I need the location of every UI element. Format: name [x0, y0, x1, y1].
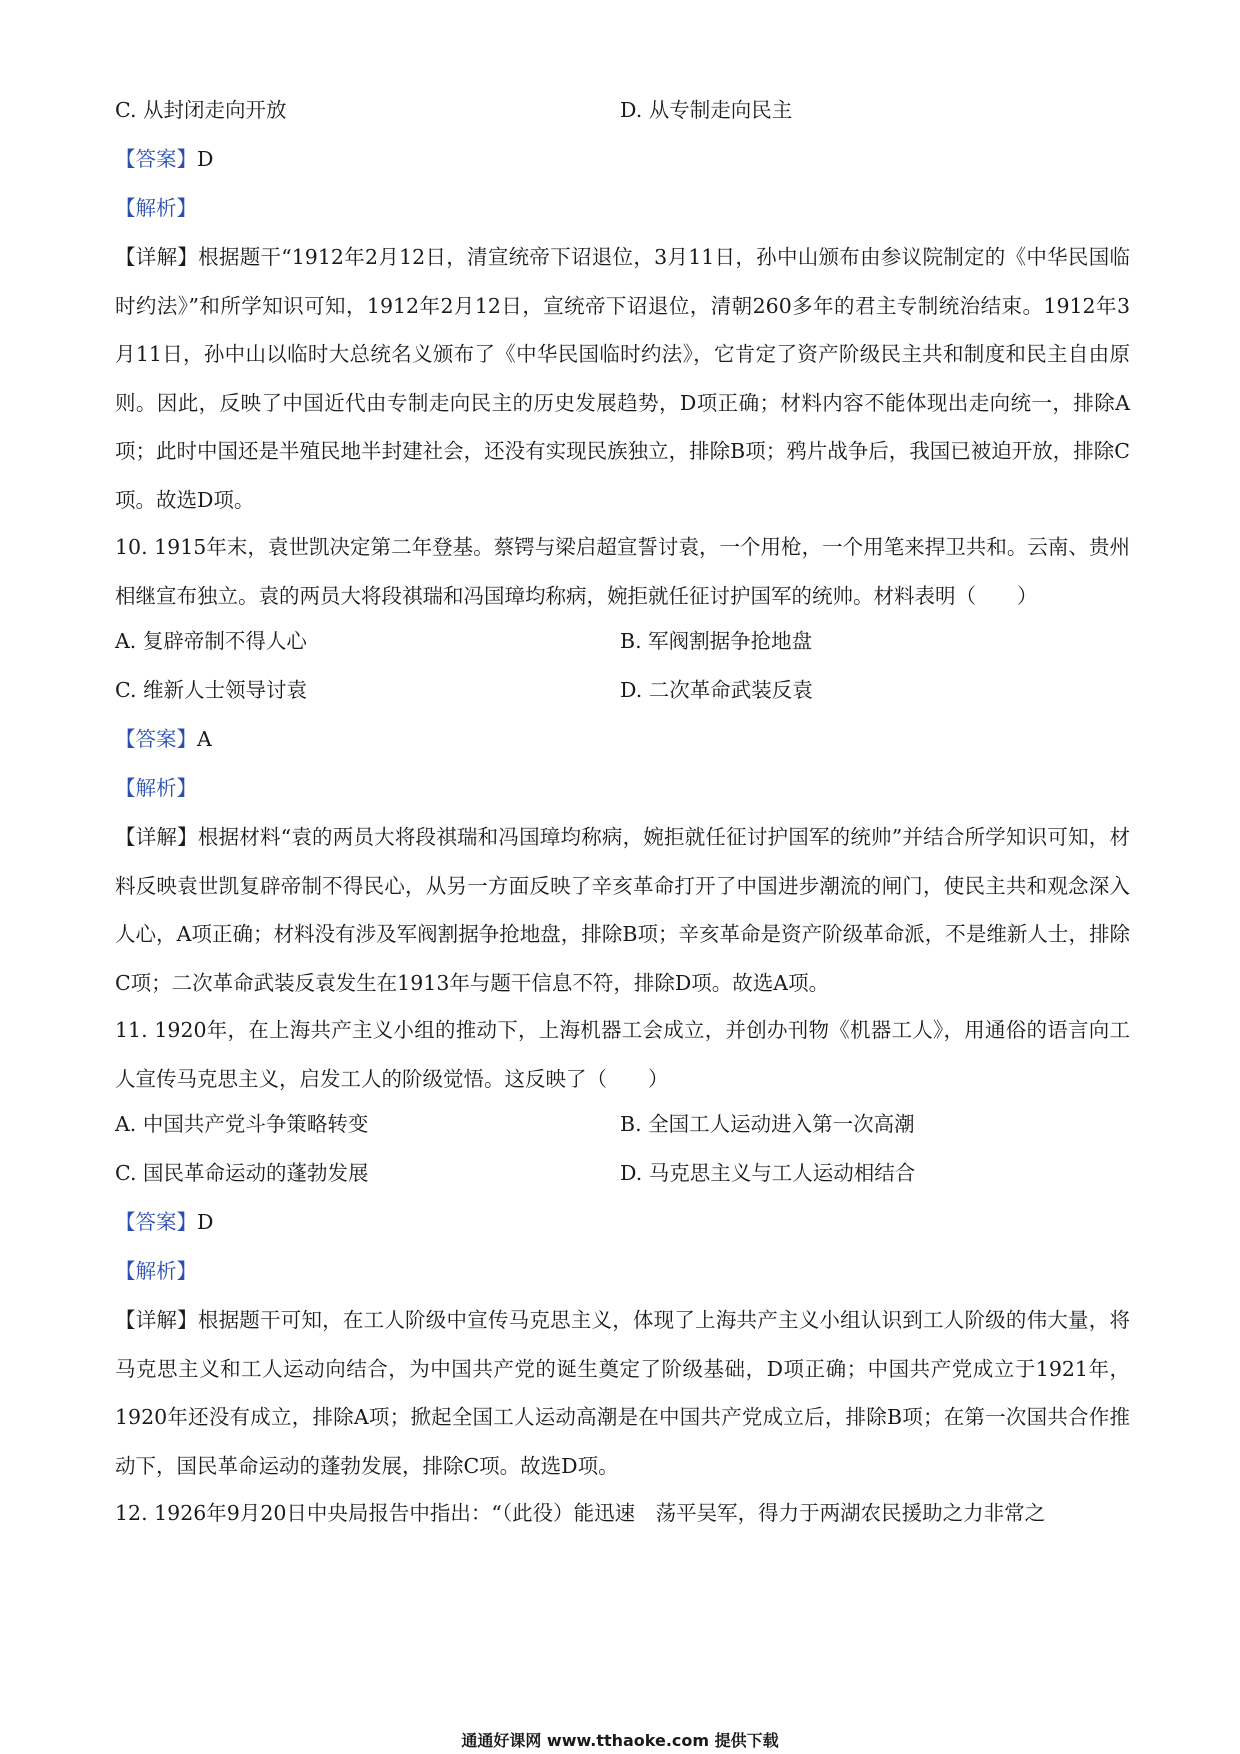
q11-options-row-2: [115, 1158, 1130, 1188]
q10-option-b: B. 军阀割据争抢地盘: [620, 629, 813, 653]
answer-tag: 【答案】: [115, 727, 197, 751]
detail-tag: 【详解】: [115, 1308, 198, 1332]
answer-tag: 【答案】: [115, 1210, 197, 1234]
q10-detail: [115, 813, 1130, 1007]
q9-answer: [115, 144, 1130, 174]
q9-analysis: [115, 193, 1130, 223]
q9-option-c: C. 从封闭走向开放: [115, 98, 287, 122]
page-footer: 通通好课网 www.tthaoke.com 提供下载: [461, 1731, 779, 1750]
analysis-tag: 【解析】: [115, 196, 197, 220]
q9-detail: [115, 233, 1130, 524]
analysis-tag: 【解析】: [115, 1259, 197, 1283]
detail-tag: 【详解】: [115, 245, 199, 269]
q11-analysis: [115, 1256, 1130, 1286]
analysis-tag: 【解析】: [115, 776, 197, 800]
q10-analysis: [115, 773, 1130, 803]
answer-value: D: [197, 1210, 214, 1234]
q11-stem: 11. 1920年，在上海共产主义小组的推动下，上海机器工会成立，并创办刊物《机器工人》，用通俗的语言向工人宣传马克思主义，启发工人的阶级觉悟。这反映了（ ）: [115, 1018, 1130, 1091]
q12-stem: 12. 1926年9月20日中央局报告中指出：“（此役）能迅速 荡平吴军，得力于两湖农民援助之力非常之: [115, 1501, 1046, 1525]
q11-answer: [115, 1207, 1130, 1237]
q10-stem: 10. 1915年末，袁世凯决定第二年登基。蔡锷与梁启超宣誓讨袁，一个用枪，一个用笔来捍卫共和。云南、贵州相继宣布独立。袁的两员大将段祺瑞和冯国璋均称病，婉拒就任征讨护国军的统帅。材料表明（ ）: [115, 535, 1130, 608]
document-page: [115, 95, 1130, 1538]
q11-options-row-1: [115, 1109, 1130, 1139]
answer-value: A: [197, 727, 212, 751]
q11-option-a: A. 中国共产党斗争策略转变: [115, 1112, 369, 1136]
q11-option-b: B. 全国工人运动进入第一次高潮: [620, 1112, 915, 1136]
q10-option-c: C. 维新人士领导讨袁: [115, 678, 307, 702]
q11-option-d: D. 马克思主义与工人运动相结合: [620, 1161, 916, 1185]
q9-option-d: D. 从专制走向民主: [620, 98, 793, 122]
q10-options-row-1: [115, 626, 1130, 656]
q11-detail: [115, 1296, 1130, 1490]
answer-tag: 【答案】: [115, 147, 197, 171]
q10-answer: [115, 724, 1130, 754]
detail-text: 根据材料“袁的两员大将段祺瑞和冯国璋均称病，婉拒就任征讨护国军的统帅”并结合所学知识可知，材料反映袁世凯复辟帝制不得民心，从另一方面反映了辛亥革命打开了中国进步潮流的闸门，使民主共和观念深入人心，A项正确；材料没有涉及军阀割据争抢地盘，排除B项；辛亥革命是资产阶级革命派，不是维新人士，排除C项；二次革命武装反袁发生在1913年与题干信息不符，排除D项。故选A项。: [115, 825, 1130, 995]
detail-text: 根据题干可知，在工人阶级中宣传马克思主义，体现了上海共产主义小组认识到工人阶级的伟大量，将马克思主义和工人运动向结合，为中国共产党的诞生奠定了阶级基础，D项正确；中国共产党成立于1921年，1920年还没有成立，排除A项；掀起全国工人运动高潮是在中国共产党成立后，排除B项；在第一次国共合作推动下，国民革命运动的蓬勃发展，排除C项。故选D项。: [115, 1308, 1130, 1478]
q10-options-row-2: [115, 675, 1130, 705]
detail-tag: 【详解】: [115, 825, 198, 849]
q10-option-d: D. 二次革命武装反袁: [620, 678, 813, 702]
detail-text: 根据题干“1912年2月12日，清宣统帝下诏退位，3月11日，孙中山颁布由参议院制定的《中华民国临时约法》”和所学知识可知，1912年2月12日，宣统帝下诏退位，清朝260多年的君主专制统治结束。1912年3月11日，孙中山以临时大总统名义颁布了《中华民国临时约法》，它肯定了资产阶级民主共和制度和民主自由原则。因此，反映了中国近代由专制走向民主的历史发展趋势，D项正确；材料内容不能体现出走向统一，排除A项；此时中国还是半殖民地半封建社会，还没有实现民族独立，排除B项；鸦片战争后，我国已被迫开放，排除C项。故选D项。: [115, 245, 1131, 512]
q11-option-c: C. 国民革命运动的蓬勃发展: [115, 1161, 369, 1185]
q10-option-a: A. 复辟帝制不得人心: [115, 629, 307, 653]
q9-options-row-2: [115, 95, 1130, 125]
answer-value: D: [197, 147, 214, 171]
